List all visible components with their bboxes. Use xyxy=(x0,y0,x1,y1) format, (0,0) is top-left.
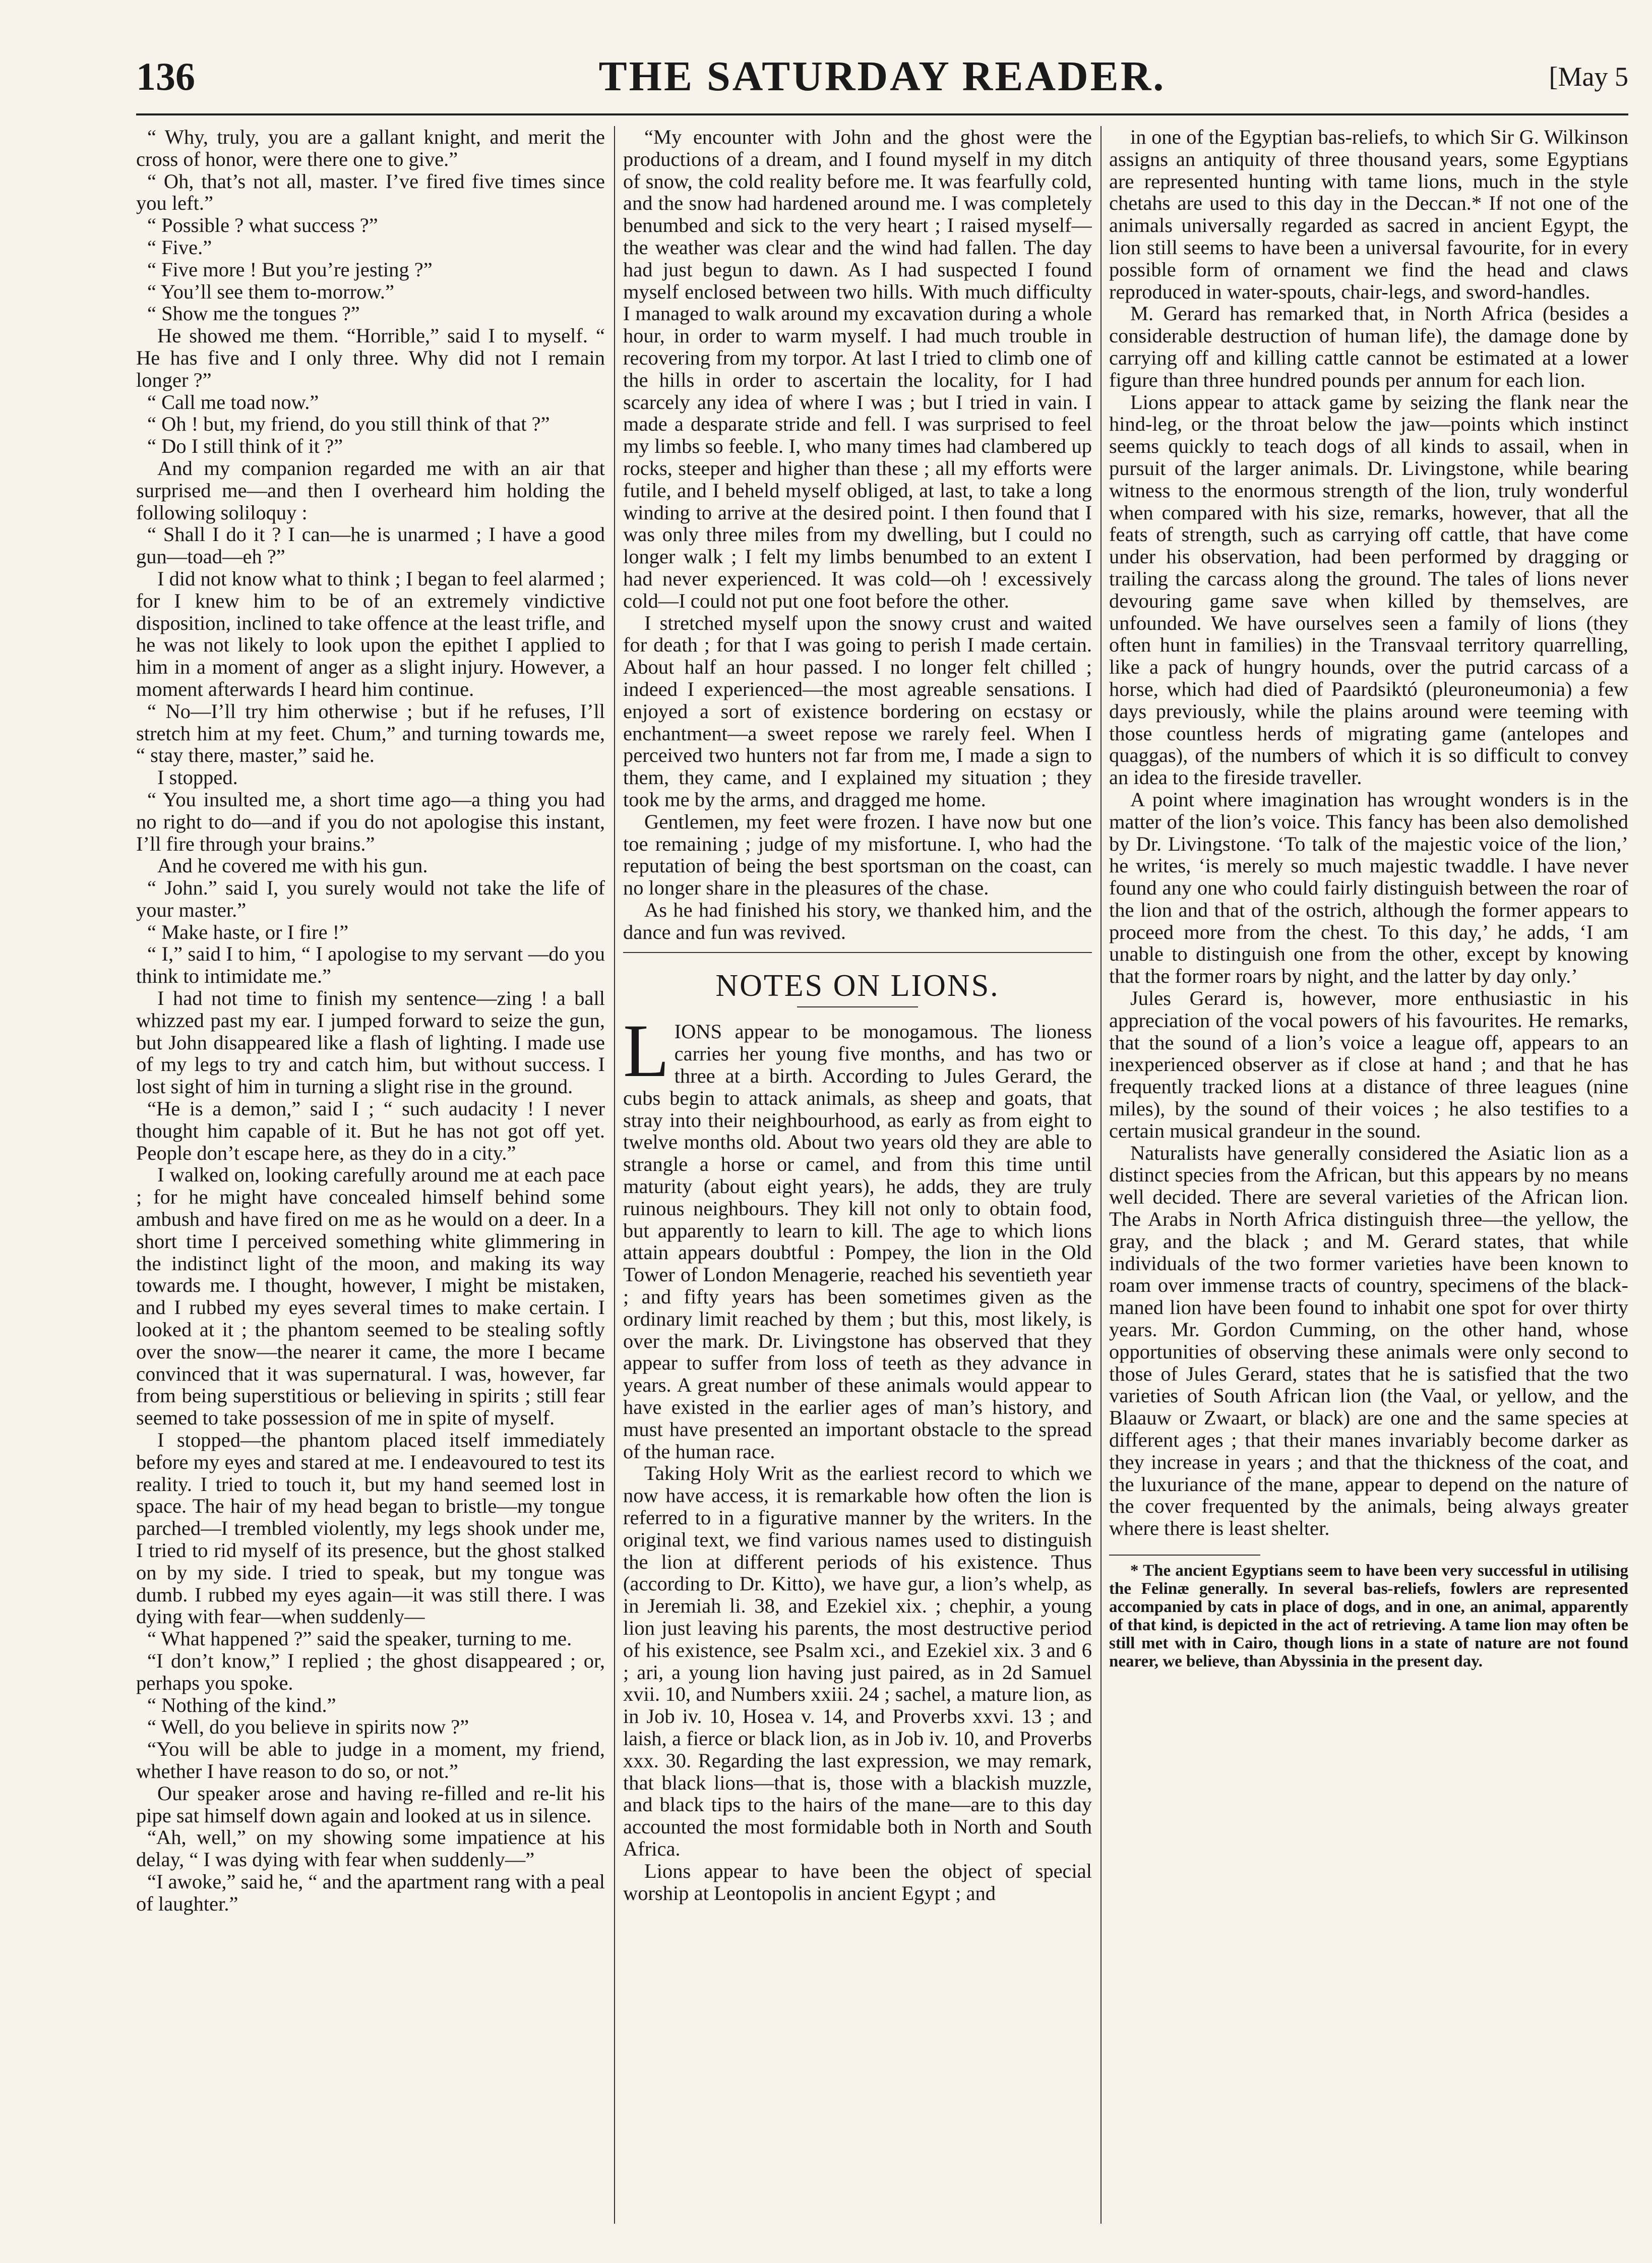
paragraph: “ Show me the tongues ?” xyxy=(147,302,360,325)
paragraph: “ Nothing of the kind.” xyxy=(147,1693,336,1716)
lions-continued xyxy=(623,1462,1092,1904)
paragraph: “You will be able to judge in a moment, my friend, whether I have reason to do so, or not.” xyxy=(136,1738,605,1782)
story-conclusion xyxy=(623,126,1092,943)
paragraph: Jules Gerard is, however, more enthusiastic in his appreciation of the vocal powers of his favourites. He remarks, that the sound of a lion’s voice a league off, appears to an inexperienced observer as if close at hand ; and that he has frequently tracked lions at a distance of three leagues (nine miles), by the sound of their voices ; he also testifies to a certain musical grandeur in the sound. xyxy=(1109,987,1628,1142)
section-divider xyxy=(623,952,1092,953)
paragraph: “ No—I’ll try him otherwise ; but if he refuses, I’ll stretch him at my feet. Chum,” and turning towards me, “ stay there, master,” said he. xyxy=(136,699,605,767)
paragraph: I stopped—the phantom placed itself immediately before my eyes and stared at me. I endeavoured to test its reality. I tried to touch it, but my hand seemed lost in space. The hair of my head began to bristle—my tongue parched—I trembled violently, my legs shook under me, I tried to rid myself of its presence, but the ghost stalked on by my side. I tried to speak, but my tongue was dumb. I rubbed my eyes again—it was still there. I was dying with fear—when suddenly— xyxy=(136,1428,605,1628)
paragraph: M. Gerard has remarked that, in North Africa (besides a considerable destruction of human life), the damage done by carrying off and killing cattle cannot be estimated at a lower figure than three hundred pounds per annum for each lion. xyxy=(1109,302,1628,391)
paragraph: “ Five more ! But you’re jesting ?” xyxy=(147,258,433,281)
paragraph: “ Make haste, or I fire !” xyxy=(147,920,349,943)
paragraph: Naturalists have generally considered the Asiatic lion as a distinct species from the African, but this appears by no means well decided. There are several varieties of the African lion. The Arabs in North Africa distinguish three—the yellow, the gray, and the black ; and M. Gerard states, that while individuals of the two former varieties have been known to roam over immense tracts of country, specimens of the black-maned lion have been found to inhabit one spot for over thirty years. Mr. Gordon Cumming, on the other hand, whose opportunities of observing these animals were only second to those of Jules Gerard, states that he is satisfied that the two varieties of South African lion (the Vaal, or yellow, and the Blaauw or Zwaart, or black) are one and the same species at different ages ; that their manes invariably become darker as they increase in years ; and that the thickness of the coat, and the luxuriance of the mane, appear to depend on the nature of the cover frequented by the animals, being always greater where there is least shelter. xyxy=(1109,1141,1628,1540)
paragraph: in one of the Egyptian bas-reliefs, to which Sir G. Wilkinson assigns an antiquity of three thousand years, some Egyptians are represented hunting with tame lions, much in the style chetahs are used to this day in the Deccan.* If not one of the animals universally regarded as sacred in ancient Egypt, the lion still seems to have been a universal favourite, for in every possible form of ornament we find the head and claws reproduced in water-spouts, chair-legs, and sword-handles. xyxy=(1109,126,1628,303)
column-divider-1 xyxy=(614,126,615,2224)
page-number: 136 xyxy=(136,54,195,98)
paragraph: “ Do I still think of it ?” xyxy=(147,435,343,458)
paragraph: “ I,” said I to him, “ I apologise to my servant —do you think to intimidate me.” xyxy=(136,942,605,988)
paragraph: “I awoke,” said he, “ and the apartment rang with a peal of laughter.” xyxy=(136,1870,605,1915)
paragraph: “ Call me toad now.” xyxy=(147,390,319,413)
paragraph: I had not time to finish my sentence—zing ! a ball whizzed past my ear. I jumped forward to seize the gun, but John disappeared like a flash of lighting. I made use of my legs to try and catch him, but without success. I lost sight of him in turning a slight rise in the ground. xyxy=(136,987,605,1098)
paragraph: “I don’t know,” I replied ; the ghost disappeared ; or, perhaps you spoke. xyxy=(136,1649,605,1694)
paragraph: Lions appear to attack game by seizing the flank near the hind-leg, or the throat below the jaw—points which instinct seems quickly to teach dogs of all kinds to assail, when in pursuit of the larger animals. Dr. Livingstone, while bearing witness to the enormous strength of the lion, truly wonderful when compared with his size, remarks, however, that all the feats of strength, such as carrying off cattle, that have come under his observation, had been performed by dragging or trailing the carcass along the ground. The tales of lions never devouring game save when killed by themselves, are unfounded. We have ourselves seen a family of lions (they often hunt in families) in the Transvaal territory quarrelling, like a pack of hungry hounds, over the putrid carcass of a horse, which had died of Paardsiktó (pleuroneumonia) a few days previously, while the plains around were teeming with those countless herds of migrating game (antelopes and quaggas), of the numbers of which it is so difficult to convey an idea to the fireside traveller. xyxy=(1109,390,1628,789)
column-divider-2 xyxy=(1100,126,1102,2224)
footnote: * The ancient Egyptians seem to have been very successful in utilising the Felinæ generally. In several bas-reliefs, fowlers are represented accompanied by cats in place of dogs, and in one, an animal, apparently of that kind, is depicted in the act of retrieving. A tame lion may often be still met with in Cairo, though lions in a state of nature are not found nearer, we believe, than Abyssinia in the present day. xyxy=(1109,1562,1628,1671)
paragraph: “ John.” said I, you surely would not take the life of your master.” xyxy=(136,876,605,921)
paragraph: As he had finished his story, we thanked him, and the dance and fun was revived. xyxy=(623,898,1092,943)
publication-title: THE SATURDAY READER. xyxy=(598,53,1166,100)
paragraph: I stopped. xyxy=(157,766,238,789)
paragraph: “ Why, truly, you are a gallant knight, and merit the cross of honor, were there one to give.” xyxy=(136,126,605,170)
column-1 xyxy=(136,126,605,2224)
paragraph: And he covered me with his gun. xyxy=(157,854,428,877)
lions-first-text: IONS appear to be monogamous. The lioness carries her young five months, and has two or three at a birth. According to Jules Gerard, the cubs begin to attack animals, as sheep and goats, that stray into their neighbourhood, as early as from eight to twelve months old. About two years old they are able to strangle a horse or camel, and from this time until maturity (about eight years), he adds, they are truly ruinous neighbours. They kill not only to obtain food, but apparently to learn to kill. The age to which lions attain appears doubtful : Pompey, the lion in the Old Tower of London Menagerie, reached his seventieth year ; and fifty years has been sometimes given as the ordinary limit reached by them ; but this, most likely, is over the mark. Dr. Livingstone has observed that they appear to suffer from loss of teeth as they advance in years. A great number of these animals would appear to have existed in the earlier ages of man’s history, and must have presented an important obstacle to the spread of the human race. xyxy=(623,1020,1092,1463)
paragraph: “My encounter with John and the ghost were the productions of a dream, and I found myself in my ditch of snow, the cold reality before me. It was fearfully cold, and the snow had hardened around me. I was completely benumbed and sick to the very heart ; I raised myself—the weather was clear and the wind had fallen. The day had just begun to dawn. As I had suspected I found myself enclosed between two hills. With much difficulty I managed to walk around my excavation during a whole hour, in order to warm myself. I had much trouble in recovering from my torpor. At last I tried to climb one of the hills in order to ascertain the locality, for I had scarcely any idea of where I was ; but I tried in vain. I made a desparate stride and fell. I was surprised to feel my limbs so feeble. I, who many times had clambered up rocks, steeper and higher than these ; all my efforts were futile, and I beheld myself obliged, at last, to take a long winding to arrive at the desired point. I then found that I was only three miles from my dwelling, but I could no longer walk ; I felt my limbs benumbed to an extent I had never experienced. It was cold—oh ! excessively cold—I could not put one foot before the other. xyxy=(623,126,1092,612)
header-rule xyxy=(136,113,1628,115)
paragraph: And my companion regarded me with an air that surprised me—and then I overheard him holding the following soliloquy : xyxy=(136,456,605,524)
drop-cap: L xyxy=(623,1009,669,1093)
paragraph: “ Five.” xyxy=(147,235,212,259)
footnote-rule xyxy=(1109,1555,1260,1556)
paragraph: I walked on, looking carefully around me at each pace ; for he might have concealed himself behind some ambush and have fired on me as he would on a deer. In a short time I perceived something white glimmering in the indistinct light of the moon, and making its way towards me. I thought, however, I might be mistaken, and I rubbed my eyes several times to make certain. I looked at it ; the phantom seemed to be stealing softly over the snow—the nearer it came, the more I became convinced that it was supernatural. I was, however, far from being superstitious or believing in spirits ; still fear seemed to take possession of me in spite of myself. xyxy=(136,1163,605,1430)
paragraph: I did not know what to think ; I began to feel alarmed ; for I knew him to be of an extremely vindictive disposition, inclined to take offence at the least trifle, and he was not likely to look upon the epithet I applied to him in a moment of anger as a slight injury. However, a moment afterwards I heard him continue. xyxy=(136,567,605,700)
paragraph: I stretched myself upon the snowy crust and waited for death ; for that I was going to perish I made certain. About half an hour passed. I no longer felt chilled ; indeed I experienced—the most agreable sensations. I enjoyed a sort of existence bordering on ecstasy or enchantment—a sweet repose we rarely feel. When I perceived two hunters not far from me, I made a sign to them, they came, and I explained my situation ; they took me by the arms, and dragged me home. xyxy=(623,611,1092,811)
paragraph: “ Oh ! but, my friend, do you still think of that ?” xyxy=(147,412,550,436)
paragraph: Gentlemen, my feet were frozen. I have now but one toe remaining ; judge of my misfortune. I, who had the reputation of being the best sportsman on the coast, can no longer share in the pleasures of the chase. xyxy=(623,810,1092,900)
paragraph: “He is a demon,” said I ; “ such audacity ! I never thought him capable of it. But he has not got off yet. People don’t escape here, as they do in a city.” xyxy=(136,1097,605,1164)
paragraph: “ You insulted me, a short time ago—a thing you had no right to do—and if you do not apologise this instant, I’ll fire through your brains.” xyxy=(136,788,605,855)
paragraph: “ Oh, that’s not all, master. I’ve fired five times since you left.” xyxy=(136,169,605,215)
paragraph: Lions appear to have been the object of special worship at Leontopolis in ancient Egypt ; and xyxy=(623,1859,1092,1904)
lions-column-3-text xyxy=(1109,126,1628,1539)
paragraph: Taking Holy Writ as the earliest record to which we now have access, it is remarkable how often the lion is referred to in a figurative manner by the writers. In the original text, we find various names used to distinguish the lion at different periods of his existence. Thus (according to Dr. Kitto), we have gur, a lion’s whelp, as in Jeremiah li. 38, and Ezekiel xix. ; chephir, a young lion just leaving his parents, the most destructive period of his existence, see Psalm xci., and Ezekiel xix. 3 and 6 ; ari, a young lion having just paired, as in 2d Samuel xvii. 10, and Numbers xxiii. 24 ; sachel, a mature lion, as in Job iv. 10, Hosea v. 14, and Proverbs xxvi. 13 ; and laish, a fierce or black lion, as in Job iv. 10, and Proverbs xxx. 30. Regarding the last expression, we may remark, that black lions—that is, those with a blackish muzzle, and black tips to the hairs of the mane—are to this day accounted the most formidable both in North and South Africa. xyxy=(623,1462,1092,1860)
paragraph: A point where imagination has wrought wonders is in the matter of the lion’s voice. This fancy has been also demolished by Dr. Livingstone. ‘To talk of the majestic voice of the lion,’ he writes, ‘is merely so much majestic twaddle. I have never found any one who could fairly distinguish between the roar of the lion and that of the ostrich, although the former appears to proceed more from the chest. To this day,’ he adds, ‘I am unable to distinguish one from the other, except by knowing that the former roars by night, and the latter by day only.’ xyxy=(1109,788,1628,988)
paragraph: “ Well, do you believe in spirits now ?” xyxy=(147,1715,469,1739)
issue-date: [May 5 xyxy=(1549,62,1628,92)
column-2 xyxy=(623,126,1092,2224)
paragraph: “Ah, well,” on my showing some impatience at his delay, “ I was dying with fear when suddenly—” xyxy=(136,1826,605,1871)
paragraph: Our speaker arose and having re-filled and re-lit his pipe sat himself down again and looked at us in silence. xyxy=(136,1781,605,1827)
paragraph: “ Shall I do it ? I can—he is unarmed ; I have a good gun—toad—eh ?” xyxy=(136,523,605,568)
section-title: NOTES ON LIONS. xyxy=(715,969,1000,1003)
page-header xyxy=(136,46,1628,107)
lions-first-paragraph xyxy=(623,1009,1092,1463)
column-3 xyxy=(1109,126,1628,2224)
paragraph: “ What happened ?” said the speaker, turning to me. xyxy=(147,1627,572,1650)
paragraph: “ Possible ? what success ?” xyxy=(147,214,378,237)
paragraph: He showed me them. “Horrible,” said I to myself. “ He has five and I only three. Why did not I remain longer ?” xyxy=(136,324,605,391)
title-underline xyxy=(797,1006,918,1007)
paragraph: “ You’ll see them to-morrow.” xyxy=(147,280,395,303)
